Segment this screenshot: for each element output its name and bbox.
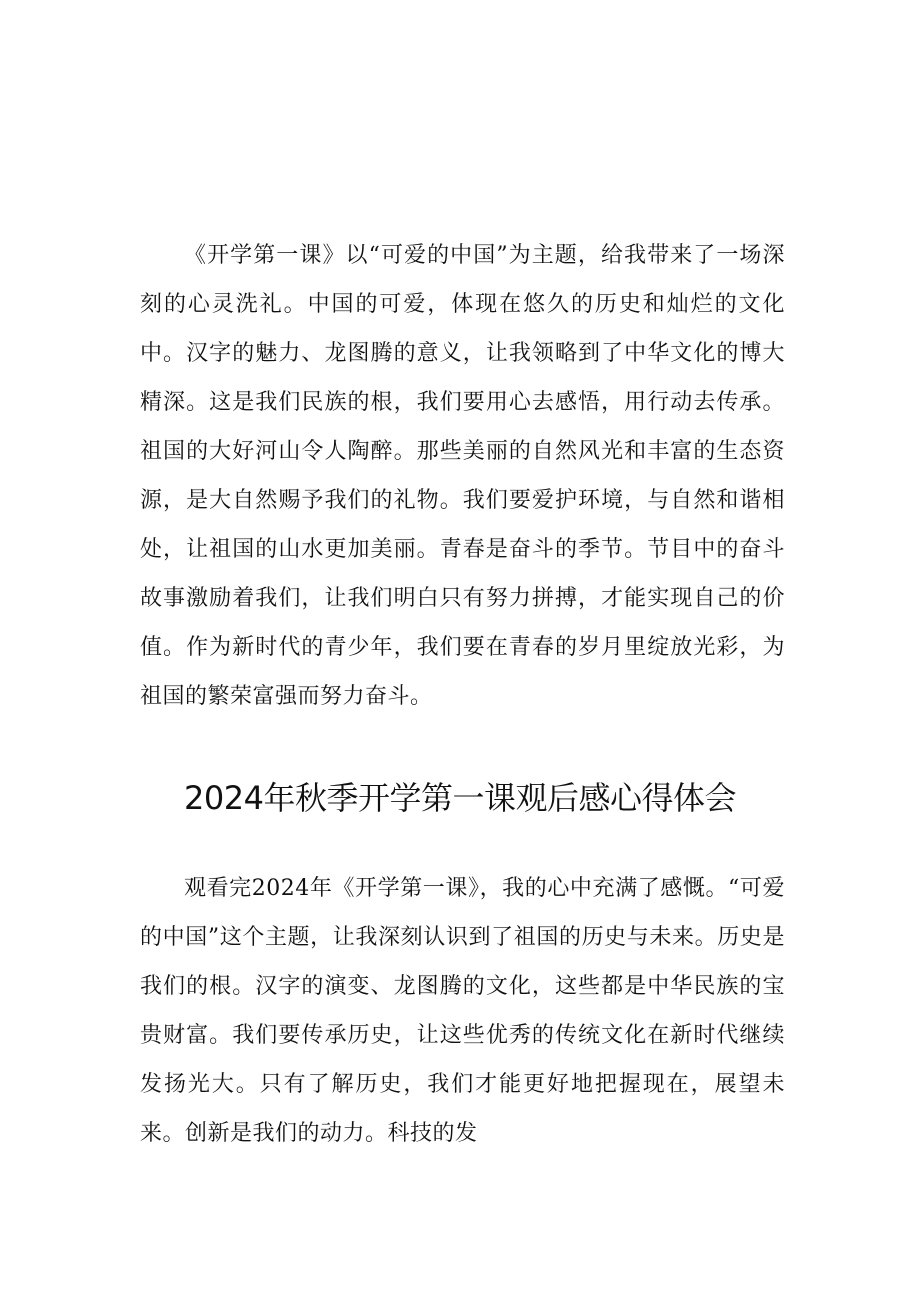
body-paragraph-2: 观看完2024年《开学第一课》，我的心中充满了感慨。“可爱的中国”这个主题，让我深刻认识到了祖国的历史与未来。历史是我们的根。汉字的演变、龙图腾的文化，这些都是中华民族的宝贵财富。我们要传承历史，让这些优秀的传统文化在新时代继续发扬光大。只有了解历史，我们才能更好地把握现在，展望未来。创新是我们的动力。科技的发 <box>140 876 785 1146</box>
section-heading: 2024年秋季开学第一课观后感心得体会 <box>184 779 736 817</box>
body-paragraph-1: 《开学第一课》以“可爱的中国”为主题，给我带来了一场深刻的心灵洗礼。中国的可爱，体现在悠久的历史和灿烂的文化中。汉字的魅力、龙图腾的意义，让我领略到了中华文化的博大精深。这是我们民族的根，我们要用心去感悟，用行动去传承。祖国的大好河山令人陶醉。那些美丽的自然风光和丰富的生态资源，是大自然赐予我们的礼物。我们要爱护环境，与自然和谐相处，让祖国的山水更加美丽。青春是奋斗的季节。节目中的奋斗故事激励着我们，让我们明白只有努力拼搏，才能实现自己的价值。作为新时代的青少年，我们要在青春的岁月里绽放光彩，为祖国的繁荣富强而努力奋斗。 <box>140 243 785 709</box>
